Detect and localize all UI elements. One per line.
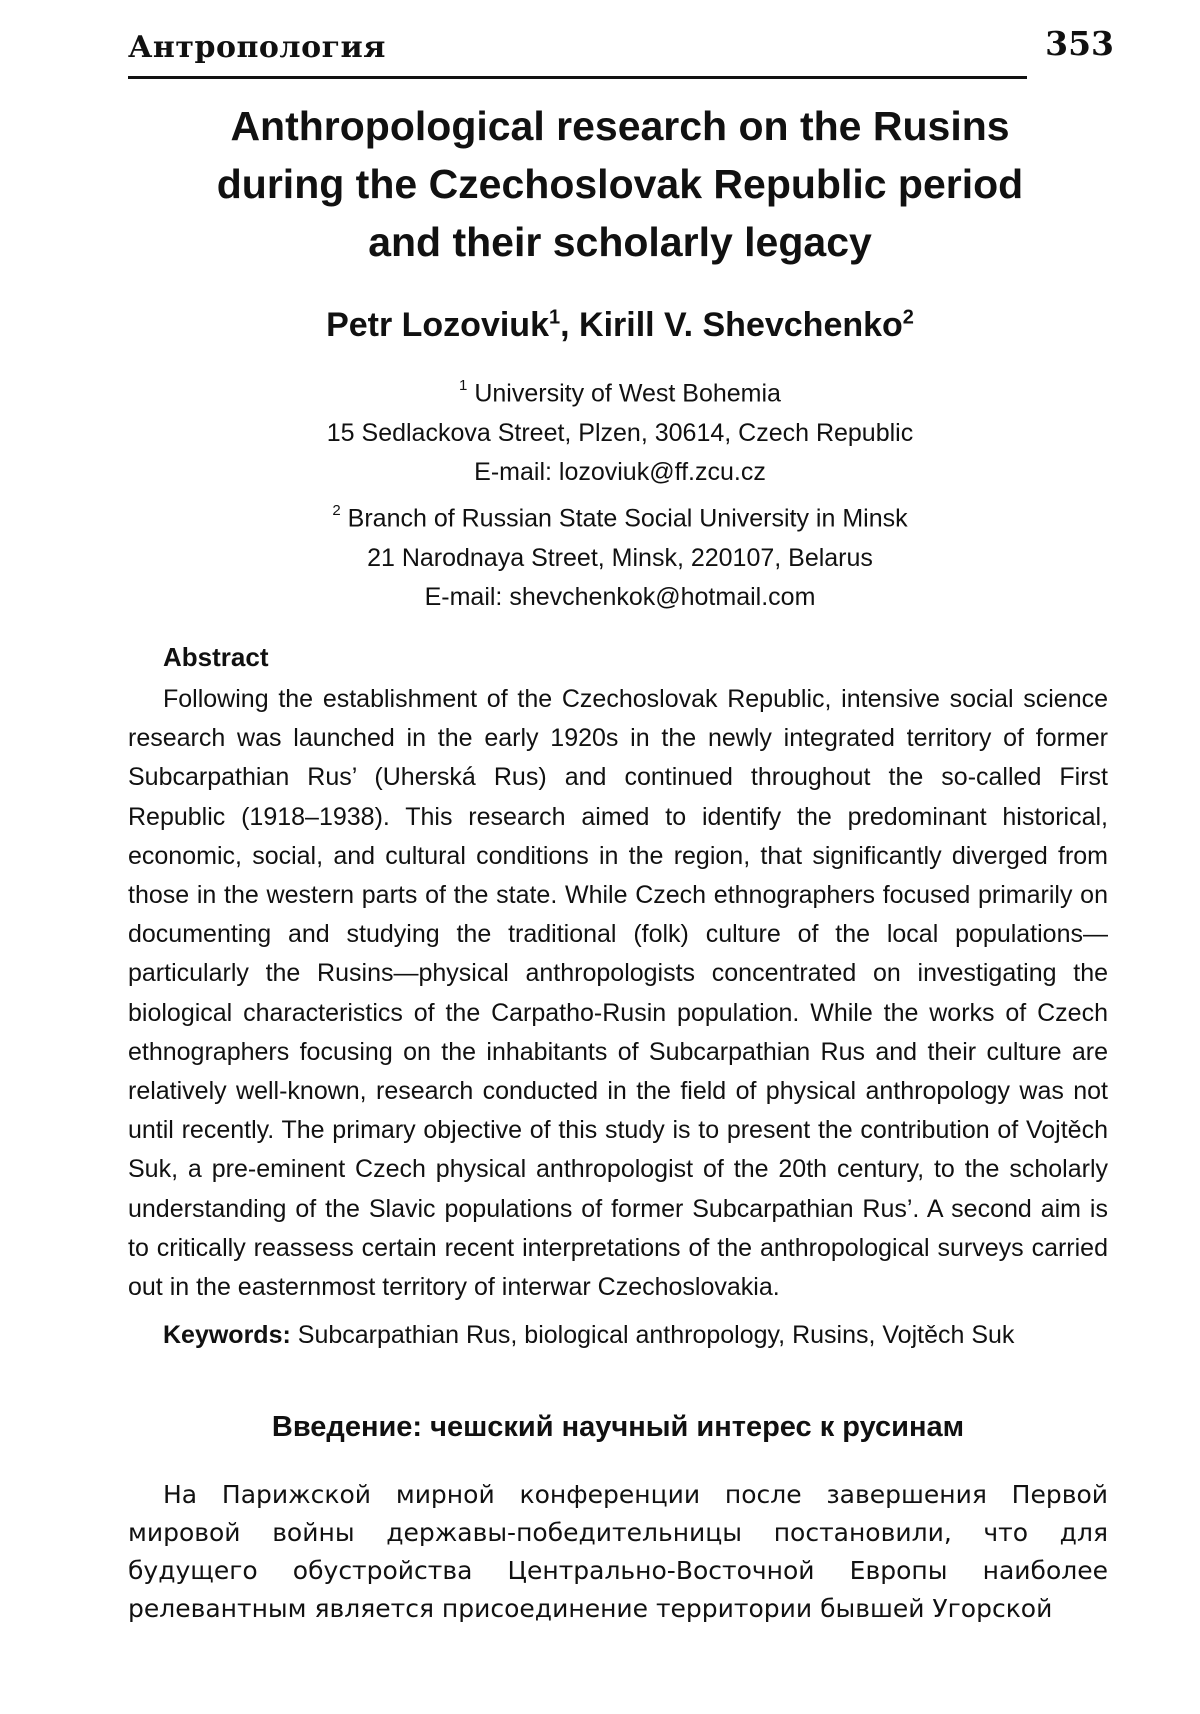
author-name: Kirill V. Shevchenko bbox=[579, 306, 903, 344]
keywords-text: Subcarpathian Rus, biological anthropology, Rusins, Vojtěch Suk bbox=[297, 1321, 1015, 1349]
affiliation-institution bbox=[140, 493, 1100, 539]
title-line: Anthropological research on the Rusins bbox=[230, 103, 1010, 149]
affiliation-address: 21 Narodnaya Street, Minsk, 220107, Belarus bbox=[367, 543, 873, 572]
section-heading: Введение: чешский научный интерес к русинам bbox=[271, 1411, 965, 1443]
affiliation-address: 15 Sedlackova Street, Plzen, 30614, Czech Republic bbox=[326, 418, 914, 447]
affiliations bbox=[140, 368, 1100, 618]
affiliation-mark: 2 bbox=[902, 306, 914, 329]
affiliation-email[interactable]: E-mail: shevchenkok@hotmail.com bbox=[424, 583, 816, 612]
institution-name: Branch of Russian State Social University in Minsk bbox=[347, 504, 908, 533]
affiliation-mark: 1 bbox=[549, 306, 561, 329]
author-name: Petr Lozoviuk bbox=[326, 306, 549, 344]
author-list bbox=[140, 306, 1100, 345]
institution-name: University of West Bohemia bbox=[474, 379, 781, 408]
affiliation-institution bbox=[140, 368, 1100, 414]
title-line: and their scholarly legacy bbox=[368, 219, 872, 265]
affiliation-mark: 2 bbox=[332, 501, 341, 519]
affiliation-mark: 1 bbox=[459, 377, 468, 394]
page-number: 353 bbox=[1045, 24, 1114, 63]
keywords bbox=[163, 1321, 1014, 1350]
section-paragraph: На Парижской мирной конференции после завершения Первой мировой войны державы-победительницы постановили, что для будущего обустройства Центрально-Восточной Европы наиболее релевантным является присоединение территории бывшей Угорской bbox=[128, 1480, 1108, 1623]
abstract-heading: Abstract bbox=[163, 642, 269, 672]
keywords-label: Keywords: bbox=[163, 1321, 291, 1349]
header-rule bbox=[128, 76, 1027, 79]
affiliation-email[interactable]: E-mail: lozoviuk@ff.zcu.cz bbox=[474, 458, 766, 487]
author-separator: , bbox=[560, 306, 580, 344]
article-title bbox=[140, 97, 1100, 271]
title-line: during the Czechoslovak Republic period bbox=[216, 161, 1024, 207]
abstract-text: Following the establishment of the Czechoslovak Republic, intensive social science research was launched in the early 1920s in the newly integrated territory of former Subcarpathian Rus’ (Uherská Rus) and continued throughout the so-called First Republic (1918–1938). This research aimed to identify the predominant historical, economic, social, and cultural conditions in the region, that significantly diverged from those in the western parts of the state. While Czech ethnographers focused primarily on documenting and studying the traditional (folk) culture of the local populations—particularly the Rusins—physical anthropologists concentrated on investigating the biological characteristics of the Carpatho-Rusin population. While the works of Czech ethnographers focusing on the inhabitants of Subcarpathian Rus and their culture are relatively well-known, research conducted in the field of physical anthropology was not until recently. The primary objective of this study is to present the contribution of Vojtěch Suk, a pre-eminent Czech physical anthropologist of the 20th century, to the scholarly understanding of the Slavic populations of former Subcarpathian Rus’. A second aim is to critically reassess certain recent interpretations of the anthropological surveys carried out in the easternmost territory of interwar Czechoslovakia. bbox=[128, 685, 1108, 1302]
running-head: Антропология bbox=[128, 30, 386, 65]
